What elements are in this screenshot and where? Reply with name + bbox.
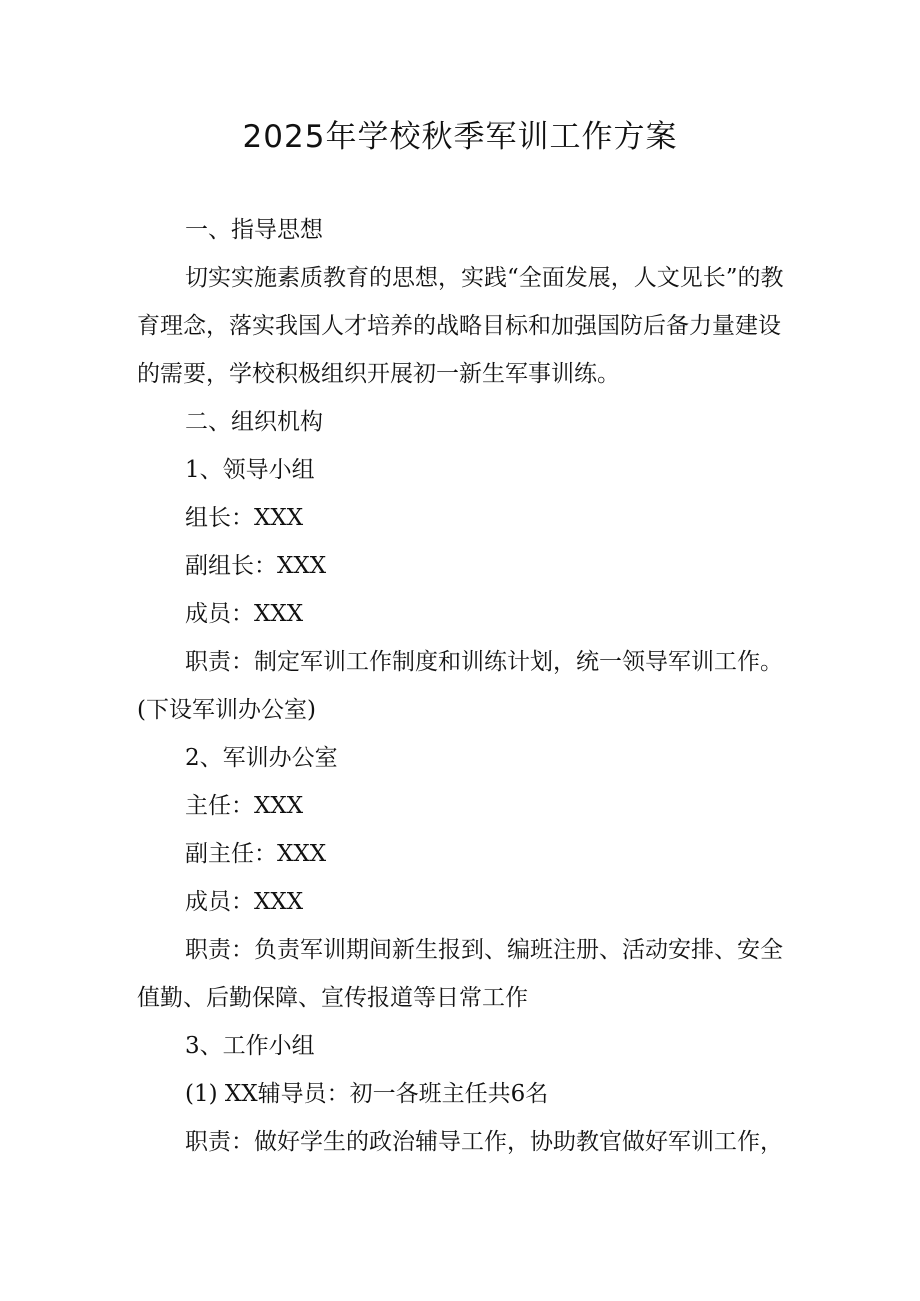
section-heading-organization: 二、组织机构 bbox=[185, 409, 323, 435]
line-office-members: 成员：XXX bbox=[185, 889, 304, 915]
paragraph-leadership-duties: 职责：制定军训工作制度和训练计划，统一领导军训工作。(下设军训办公室) bbox=[137, 649, 783, 723]
document-title: 2025年学校秋季军训工作方案 bbox=[242, 119, 678, 155]
subheading-training-office: 2、军训办公室 bbox=[185, 745, 338, 771]
document-body bbox=[137, 206, 792, 1166]
line-leadership-members: 成员：XXX bbox=[185, 601, 304, 627]
section-heading-guiding-ideology: 一、指导思想 bbox=[185, 217, 323, 243]
paragraph-office-duties: 职责：负责军训期间新生报到、编班注册、活动安排、安全值勤、后勤保障、宣传报道等日常工作 bbox=[137, 937, 783, 1011]
subheading-work-group: 3、工作小组 bbox=[185, 1033, 315, 1059]
line-deputy-group-leader: 副组长：XXX bbox=[185, 553, 327, 579]
line-office-director: 主任：XXX bbox=[185, 793, 304, 819]
line-office-deputy-director: 副主任：XXX bbox=[185, 841, 327, 867]
subheading-leadership-group: 1、领导小组 bbox=[185, 457, 315, 483]
line-group-leader: 组长：XXX bbox=[185, 505, 304, 531]
paragraph-guiding-ideology: 切实实施素质教育的思想，实践“全面发展，人文见长”的教育理念，落实我国人才培养的战略目标和加强国防后备力量建设的需要，学校积极组织开展初一新生军事训练。 bbox=[137, 265, 784, 387]
line-counselors: (1) XX辅导员：初一各班主任共6名 bbox=[185, 1081, 549, 1107]
paragraph-counselor-duties: 职责：做好学生的政治辅导工作，协助教官做好军训工作， bbox=[185, 1129, 783, 1155]
